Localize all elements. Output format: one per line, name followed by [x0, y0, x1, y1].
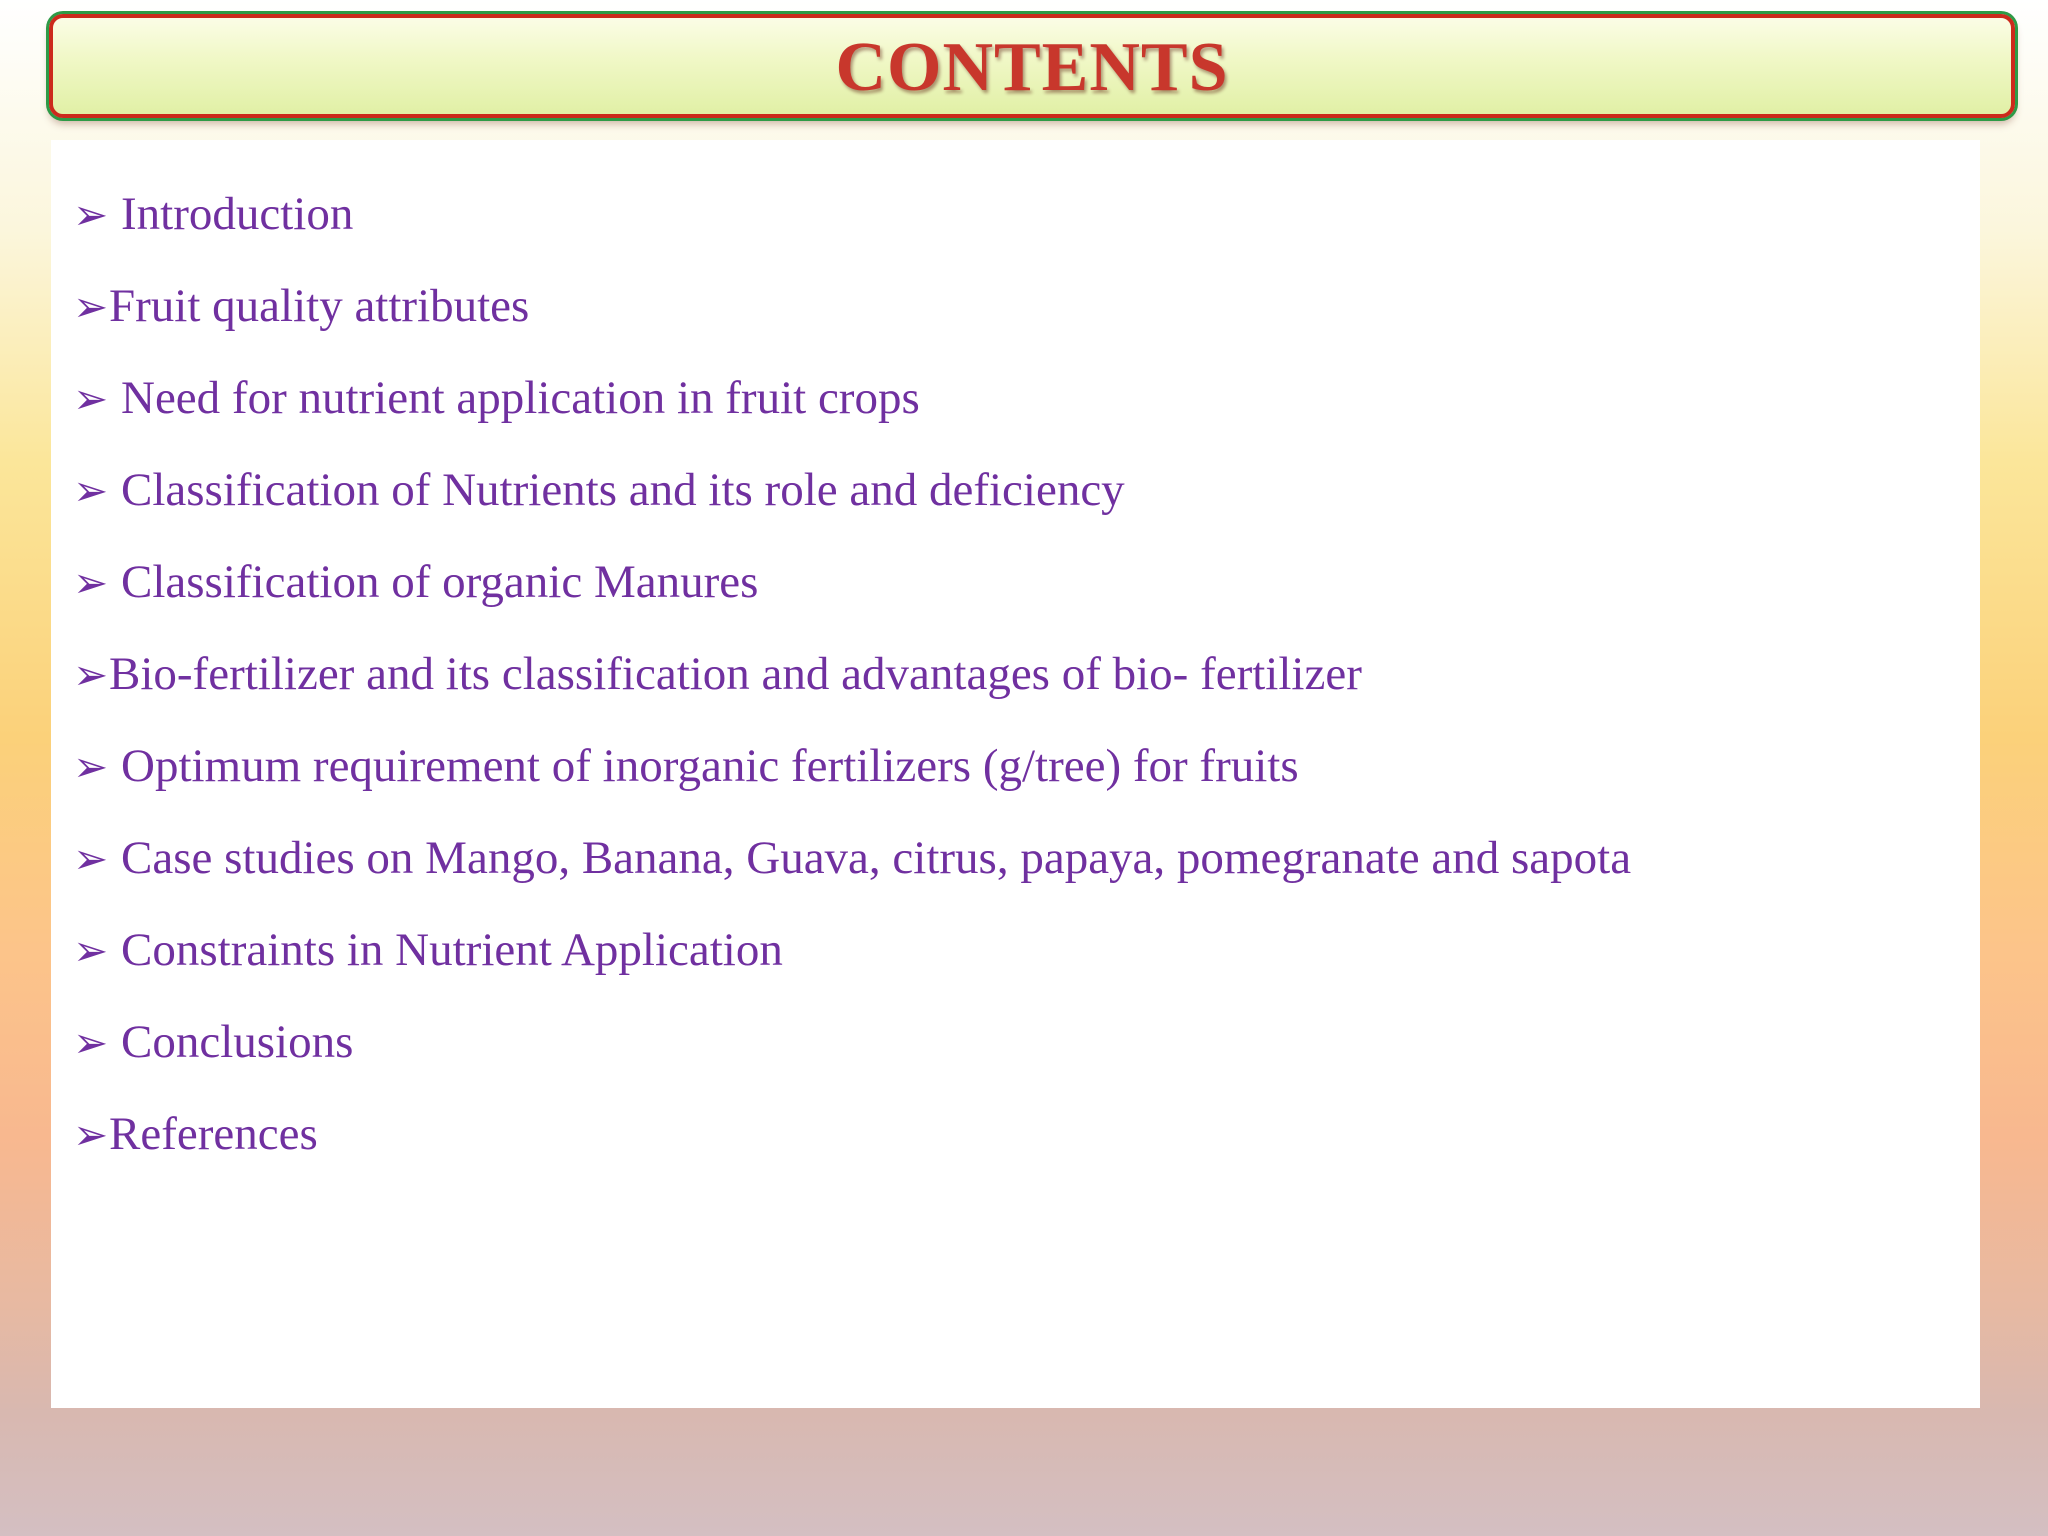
arrow-bullet-icon: ➢ [73, 281, 109, 331]
arrow-bullet-icon: ➢ [73, 649, 109, 699]
list-item [73, 1088, 1631, 1180]
arrow-bullet-icon: ➢ [73, 465, 109, 515]
list-item [73, 444, 1631, 536]
list-item-label: References [109, 1108, 318, 1160]
list-item [73, 260, 1631, 352]
list-item [73, 168, 1631, 260]
page-title: CONTENTS [835, 29, 1229, 106]
arrow-bullet-icon: ➢ [73, 189, 109, 239]
list-item [73, 536, 1631, 628]
arrow-bullet-icon: ➢ [73, 833, 109, 883]
contents-list [73, 168, 1631, 1180]
contents-panel [51, 140, 1980, 1408]
list-item [73, 720, 1631, 812]
list-item-label: Classification of Nutrients and its role and deficiency [121, 464, 1125, 516]
list-item-label: Conclusions [121, 1016, 354, 1068]
list-item [73, 904, 1631, 996]
list-item [73, 996, 1631, 1088]
list-item [73, 628, 1631, 720]
list-item-label: Introduction [121, 188, 354, 240]
arrow-bullet-icon: ➢ [73, 557, 109, 607]
arrow-bullet-icon: ➢ [73, 373, 109, 423]
title-banner [49, 14, 2015, 118]
arrow-bullet-icon: ➢ [73, 1017, 109, 1067]
list-item-label: Need for nutrient application in fruit crops [121, 372, 920, 424]
list-item-label: Fruit quality attributes [109, 280, 530, 332]
list-item-label: Case studies on Mango, Banana, Guava, citrus, papaya, pomegranate and sapota [121, 832, 1632, 884]
list-item-label: Optimum requirement of inorganic fertilizers (g/tree) for fruits [121, 740, 1299, 792]
list-item-label: Bio-fertilizer and its classification and advantages of bio- fertilizer [109, 648, 1362, 700]
list-item [73, 812, 1631, 904]
arrow-bullet-icon: ➢ [73, 741, 109, 791]
list-item [73, 352, 1631, 444]
arrow-bullet-icon: ➢ [73, 1109, 109, 1159]
list-item-label: Classification of organic Manures [121, 556, 759, 608]
arrow-bullet-icon: ➢ [73, 925, 109, 975]
list-item-label: Constraints in Nutrient Application [121, 924, 783, 976]
